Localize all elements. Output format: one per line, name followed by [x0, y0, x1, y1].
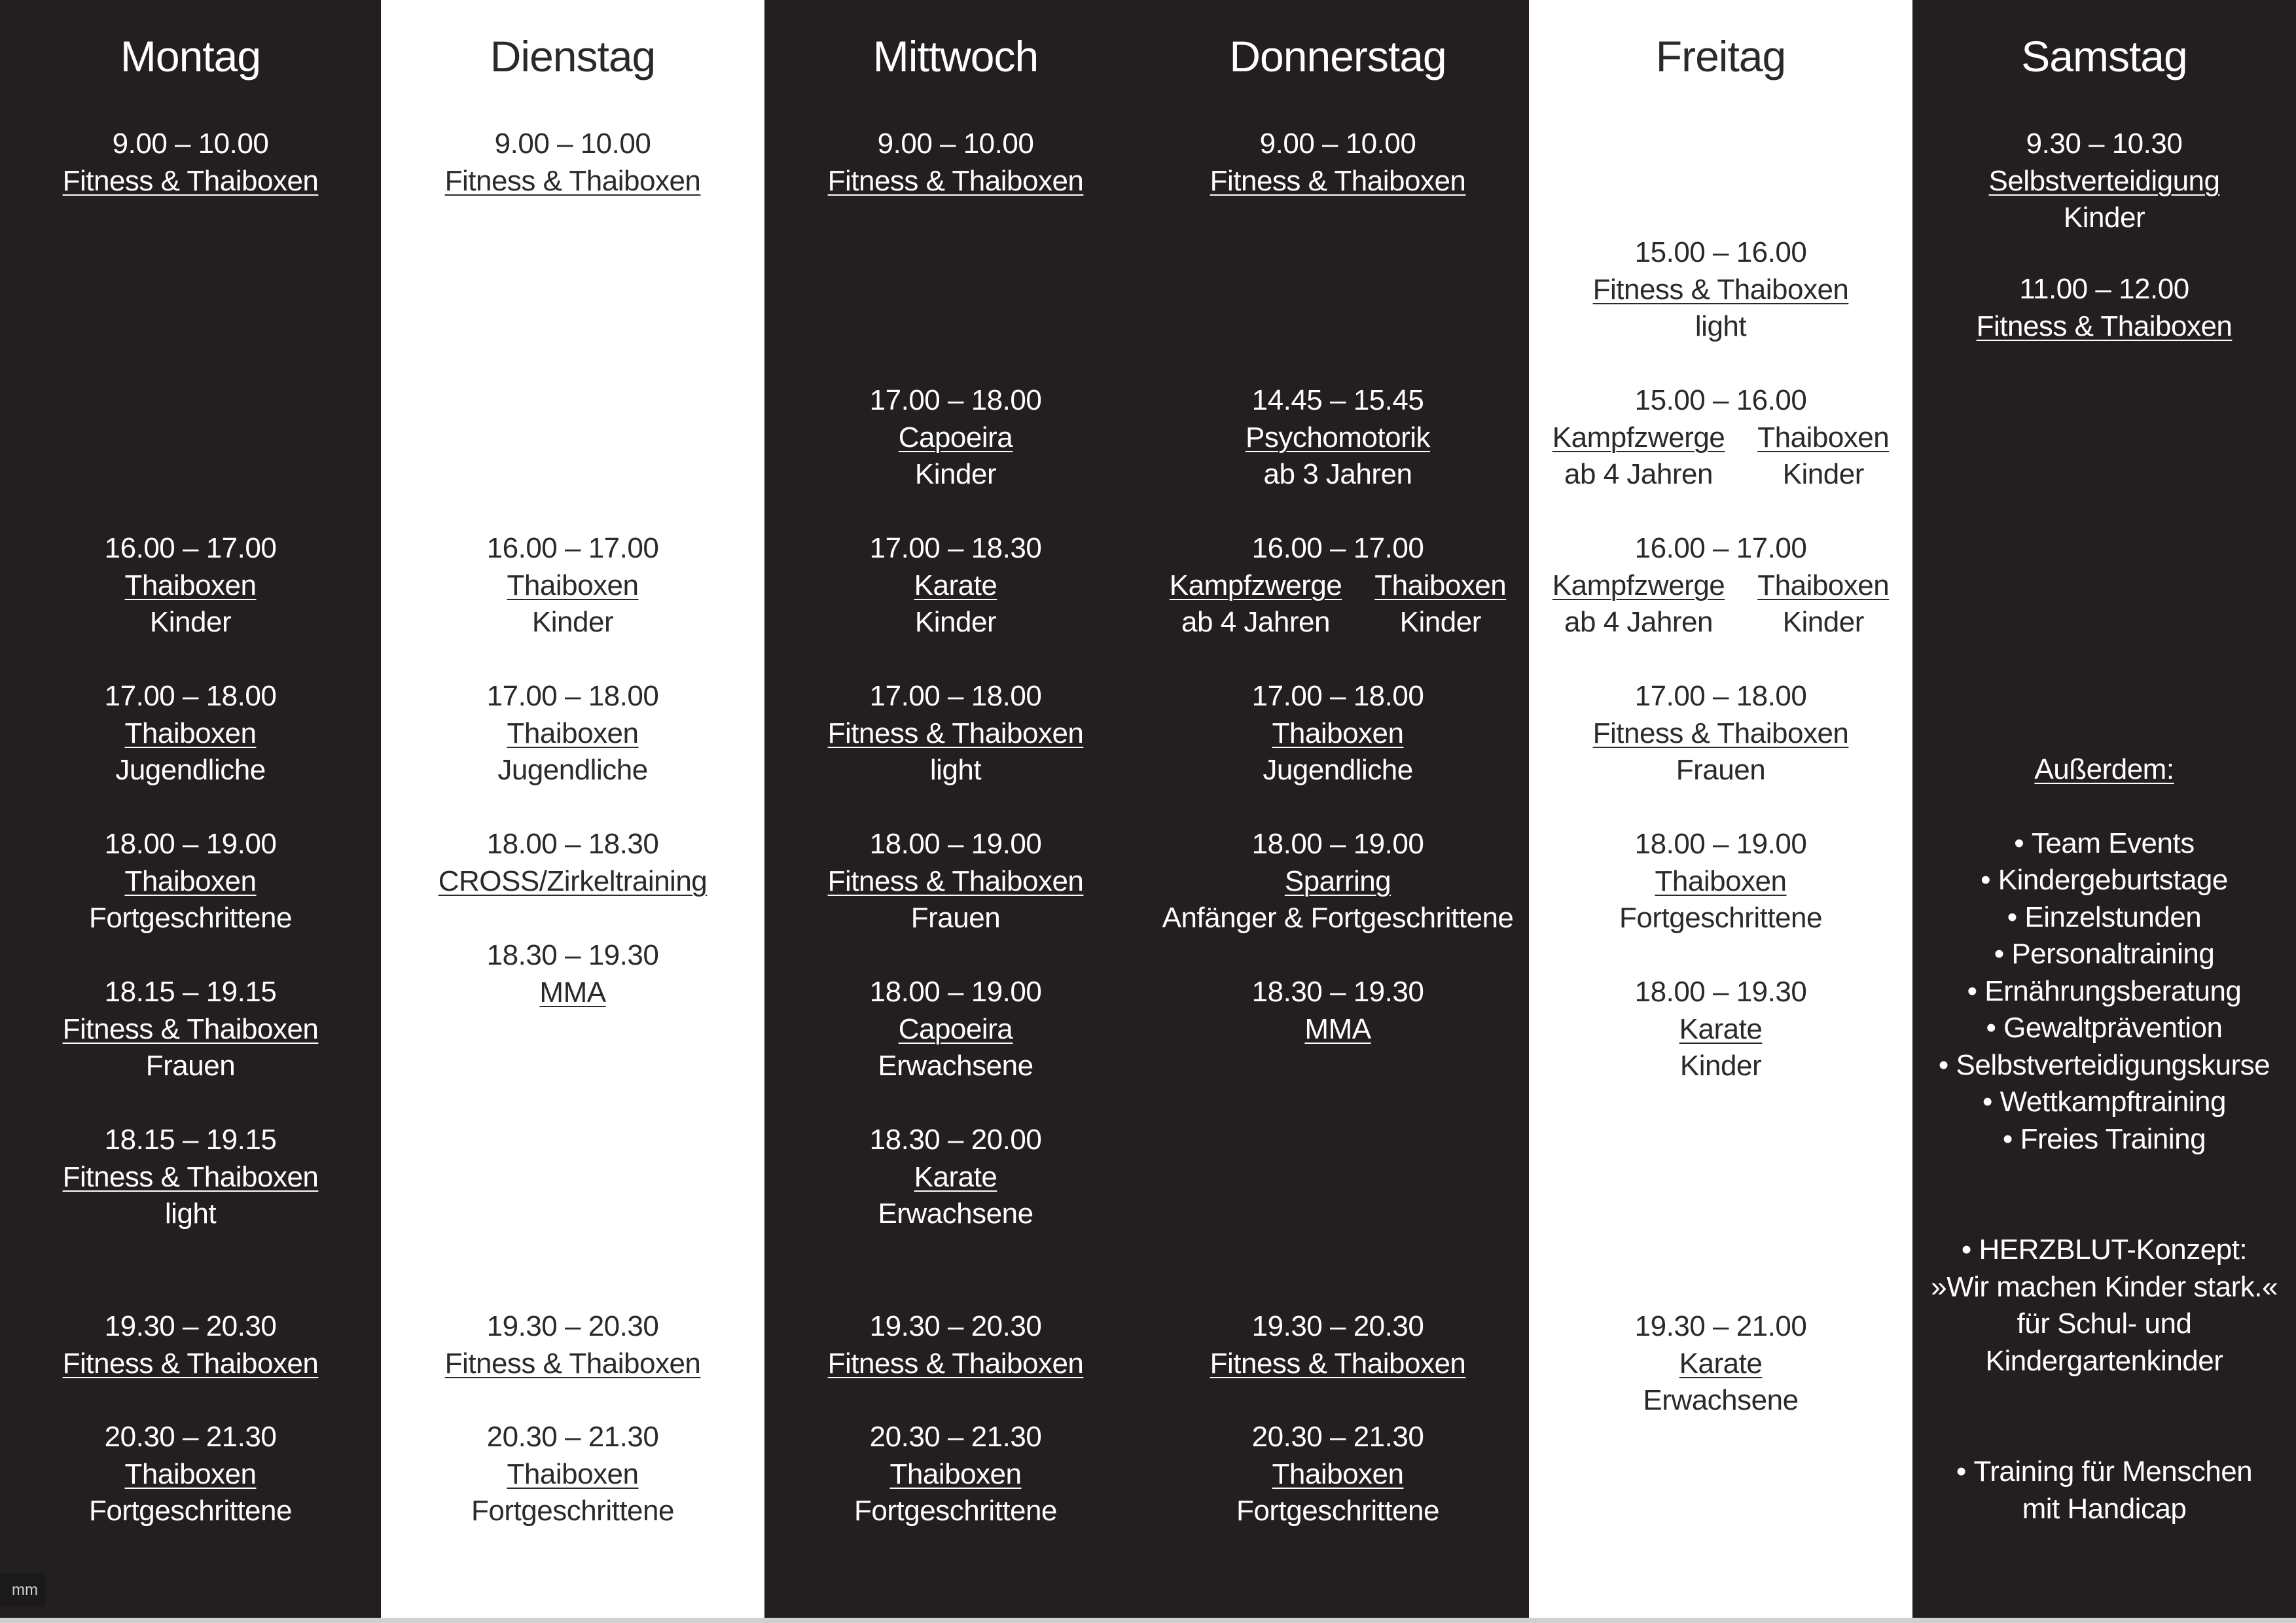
- class-time: 19.30 – 20.30: [104, 1310, 277, 1342]
- column-donnerstag: [1147, 0, 1529, 1623]
- handicap-line: mit Handicap: [2022, 1492, 2187, 1525]
- class-slot: [0, 1122, 381, 1233]
- class-target-group: Fortgeschrittene: [1619, 902, 1822, 934]
- class-time: 20.30 – 21.30: [486, 1421, 659, 1453]
- column-mittwoch: [764, 0, 1147, 1623]
- class-title-row: [764, 863, 1147, 901]
- class-slot: [1529, 826, 1912, 937]
- day-heading: Mittwoch: [872, 32, 1039, 80]
- class-target-group: Jugendliche: [497, 754, 648, 786]
- day-heading: Dienstag: [490, 32, 656, 80]
- class-link[interactable]: Capoeira: [898, 1012, 1013, 1045]
- class-slot: [1912, 126, 2296, 237]
- class-title-row: [381, 715, 764, 753]
- class-link[interactable]: Thaiboxen: [1272, 1457, 1404, 1490]
- class-time: 9.30 – 10.30: [2026, 128, 2183, 160]
- day-heading: Donnerstag: [1229, 32, 1446, 80]
- extras-item: • Ernährungsberatung: [1912, 973, 2296, 1010]
- class-link[interactable]: Thaiboxen: [1374, 569, 1507, 601]
- day-heading: Samstag: [2021, 32, 2187, 80]
- class-time: 16.00 – 17.00: [1634, 532, 1807, 564]
- class-link[interactable]: Thaiboxen: [1757, 421, 1890, 454]
- class-slot: [1529, 1308, 1912, 1419]
- class-pair-item: [1757, 567, 1889, 641]
- class-link[interactable]: CROSS/Zirkeltraining: [438, 865, 708, 897]
- class-time: 9.00 – 10.00: [112, 128, 269, 160]
- class-time: 18.00 – 18.30: [486, 828, 659, 860]
- class-target-group: ab 4 Jahren: [1181, 606, 1330, 638]
- class-slot: [1147, 1308, 1529, 1382]
- class-target-group: Frauen: [910, 902, 1001, 934]
- class-slot: [1529, 234, 1912, 346]
- class-slot: [0, 678, 381, 789]
- class-pair-item: [1374, 567, 1506, 641]
- class-target-group: Fortgeschrittene: [1236, 1495, 1439, 1527]
- class-target-group: Kinder: [914, 458, 997, 490]
- class-time: 17.00 – 18.30: [869, 532, 1042, 564]
- class-slot: [0, 826, 381, 937]
- handicap-training: [1912, 1454, 2296, 1527]
- class-title-row: [1147, 715, 1529, 753]
- class-target-group: Kinder: [914, 606, 997, 638]
- class-slot: [764, 678, 1147, 789]
- class-target-group: Fortgeschrittene: [854, 1495, 1057, 1527]
- class-target-group: Frauen: [1676, 754, 1766, 786]
- class-title-row: [0, 163, 381, 200]
- column-samstag: [1912, 0, 2296, 1623]
- concept-line: • HERZBLUT-Konzept:: [1912, 1232, 2296, 1269]
- class-title-row: [1529, 272, 1912, 309]
- class-time: 19.30 – 20.30: [486, 1310, 659, 1342]
- class-title-row: [0, 1346, 381, 1383]
- class-title-row: [0, 1456, 381, 1493]
- class-target-group: Erwachsene: [1643, 1384, 1799, 1416]
- class-link[interactable]: Fitness & Thaiboxen: [62, 1347, 319, 1380]
- class-target-group: ab 4 Jahren: [1564, 606, 1713, 638]
- class-link[interactable]: Fitness & Thaiboxen: [827, 717, 1084, 749]
- class-slot: [381, 1308, 764, 1382]
- column-dienstag: [381, 0, 764, 1623]
- herzblut-concept: [1912, 1232, 2296, 1380]
- corner-badge: mm: [0, 1573, 46, 1607]
- class-target-group: Anfänger & Fortgeschrittene: [1162, 902, 1514, 934]
- class-time: 9.00 – 10.00: [494, 128, 651, 160]
- class-title-row: [0, 1159, 381, 1196]
- concept-line: für Schul- und: [2017, 1308, 2192, 1340]
- extras-item: • Selbstverteidigungskurse: [1912, 1047, 2296, 1084]
- class-pair-item: [1170, 567, 1342, 641]
- class-target-group: Kinder: [1782, 458, 1864, 490]
- class-link[interactable]: Fitness & Thaiboxen: [827, 865, 1084, 897]
- class-slot: [381, 1419, 764, 1530]
- class-link[interactable]: Kampfzwerge: [1552, 421, 1725, 454]
- class-time: 17.00 – 18.00: [869, 384, 1042, 416]
- class-slot: [1529, 530, 1912, 641]
- class-time: 17.00 – 18.00: [104, 680, 277, 712]
- day-heading: Freitag: [1655, 32, 1786, 80]
- class-time: 14.45 – 15.45: [1251, 384, 1424, 416]
- class-title-row: [764, 1456, 1147, 1493]
- class-title-row: [1912, 163, 2296, 200]
- class-slot: [1147, 974, 1529, 1048]
- class-title-row: [381, 567, 764, 605]
- extras-section: [1912, 751, 2296, 1527]
- class-title-row: [1529, 715, 1912, 753]
- class-time: 19.30 – 21.00: [1634, 1310, 1807, 1342]
- class-link[interactable]: Selbstverteidigung: [1988, 164, 2220, 197]
- class-time: 18.15 – 19.15: [104, 976, 277, 1008]
- class-link[interactable]: Thaiboxen: [507, 717, 639, 749]
- class-target-group: Kinder: [2063, 202, 2145, 234]
- class-title-row: [1147, 1456, 1529, 1493]
- class-slot: [764, 1122, 1147, 1233]
- class-slot: [381, 937, 764, 1011]
- class-title-row: [1529, 1011, 1912, 1048]
- column-freitag: [1529, 0, 1912, 1623]
- class-link[interactable]: Fitness & Thaiboxen: [827, 1347, 1084, 1380]
- class-link[interactable]: Kampfzwerge: [1169, 569, 1342, 601]
- class-title-row: [1529, 863, 1912, 901]
- class-link[interactable]: Sparring: [1284, 865, 1391, 897]
- class-time: 15.00 – 16.00: [1634, 384, 1807, 416]
- class-title-row: [764, 1011, 1147, 1048]
- class-title-row: [0, 863, 381, 901]
- class-slot: [381, 678, 764, 789]
- class-slot: [381, 826, 764, 900]
- class-link[interactable]: Thaiboxen: [507, 569, 639, 601]
- class-slot: [1147, 678, 1529, 789]
- class-slot: [0, 126, 381, 200]
- class-target-group: ab 3 Jahren: [1263, 458, 1412, 490]
- class-link[interactable]: Fitness & Thaiboxen: [444, 1347, 701, 1380]
- class-target-group: Jugendliche: [115, 754, 266, 786]
- class-title-row: [381, 1456, 764, 1493]
- extras-item: • Wettkampftraining: [1912, 1084, 2296, 1121]
- class-link[interactable]: Fitness & Thaiboxen: [1592, 273, 1849, 306]
- class-slot: [764, 382, 1147, 493]
- class-slot: [1147, 126, 1529, 200]
- class-slot: [764, 826, 1147, 937]
- extras-item: • Einzelstunden: [1912, 899, 2296, 936]
- class-link[interactable]: Capoeira: [898, 421, 1013, 454]
- class-target-group: light: [929, 754, 982, 786]
- class-link[interactable]: Fitness & Thaiboxen: [1210, 164, 1466, 197]
- class-time: 18.15 – 19.15: [104, 1124, 277, 1156]
- class-time: 20.30 – 21.30: [1251, 1421, 1424, 1453]
- class-slot: [0, 1308, 381, 1382]
- class-time: 18.30 – 19.30: [486, 939, 659, 971]
- class-link[interactable]: Fitness & Thaiboxen: [62, 1012, 319, 1045]
- class-slot: [1529, 974, 1912, 1085]
- class-slot: [1147, 1419, 1529, 1530]
- class-link[interactable]: Thaiboxen: [1272, 717, 1404, 749]
- class-pair: [1147, 567, 1529, 641]
- class-time: 18.00 – 19.00: [1251, 828, 1424, 860]
- class-time: 15.00 – 16.00: [1634, 236, 1807, 268]
- class-time: 17.00 – 18.00: [1251, 680, 1424, 712]
- class-time: 16.00 – 17.00: [486, 532, 659, 564]
- class-link[interactable]: Thaiboxen: [124, 1457, 257, 1490]
- class-target-group: light: [1695, 310, 1747, 342]
- class-link[interactable]: Kampfzwerge: [1552, 569, 1725, 601]
- class-target-group: light: [164, 1198, 217, 1230]
- class-target-group: Kinder: [1399, 606, 1481, 638]
- extras-item: • Personaltraining: [1912, 936, 2296, 973]
- bottom-divider: [0, 1618, 2296, 1623]
- class-time: 20.30 – 21.30: [104, 1421, 277, 1453]
- class-title-row: [381, 163, 764, 200]
- class-time: 18.30 – 19.30: [1251, 976, 1424, 1008]
- class-target-group: Erwachsene: [878, 1198, 1033, 1230]
- class-title-row: [764, 1159, 1147, 1196]
- class-title-row: [1529, 1346, 1912, 1383]
- class-title-row: [1147, 163, 1529, 200]
- class-title-row: [1912, 308, 2296, 346]
- class-pair-item: [1552, 419, 1725, 493]
- class-target-group: Fortgeschrittene: [89, 1495, 292, 1527]
- class-link[interactable]: Fitness & Thaiboxen: [62, 164, 319, 197]
- extras-item: • Team Events: [1912, 825, 2296, 863]
- class-title-row: [0, 1011, 381, 1048]
- class-time: 18.00 – 19.00: [104, 828, 277, 860]
- class-target-group: Fortgeschrittene: [471, 1495, 674, 1527]
- class-time: 19.30 – 20.30: [869, 1310, 1042, 1342]
- handicap-line: • Training für Menschen: [1912, 1454, 2296, 1491]
- class-link[interactable]: Karate: [914, 1160, 997, 1193]
- class-time: 16.00 – 17.00: [104, 532, 277, 564]
- class-link[interactable]: MMA: [539, 976, 606, 1008]
- class-slot: [381, 530, 764, 641]
- class-title-row: [381, 974, 764, 1012]
- class-slot: [0, 1419, 381, 1530]
- class-time: 18.00 – 19.00: [1634, 828, 1807, 860]
- class-time: 9.00 – 10.00: [877, 128, 1034, 160]
- class-link[interactable]: Fitness & Thaiboxen: [62, 1160, 319, 1193]
- class-slot: [764, 974, 1147, 1085]
- class-title-row: [764, 419, 1147, 457]
- class-time: 18.00 – 19.30: [1634, 976, 1807, 1008]
- class-time: 9.00 – 10.00: [1259, 128, 1416, 160]
- class-title-row: [1147, 1346, 1529, 1383]
- class-target-group: Kinder: [1782, 606, 1864, 638]
- class-slot: [764, 1419, 1147, 1530]
- class-time: 17.00 – 18.00: [869, 680, 1042, 712]
- class-target-group: Kinder: [149, 606, 232, 638]
- extras-item: • Gewaltprävention: [1912, 1010, 2296, 1047]
- class-link[interactable]: Thaiboxen: [124, 569, 257, 601]
- class-time: 18.00 – 19.00: [869, 828, 1042, 860]
- class-time: 18.30 – 20.00: [869, 1124, 1042, 1156]
- class-pair-item: [1552, 567, 1725, 641]
- class-title-row: [0, 715, 381, 753]
- class-title-row: [764, 715, 1147, 753]
- class-title-row: [764, 567, 1147, 605]
- class-link[interactable]: Psychomotorik: [1245, 421, 1431, 454]
- class-title-row: [764, 1346, 1147, 1383]
- class-link[interactable]: Thaiboxen: [507, 1457, 639, 1490]
- class-time: 17.00 – 18.00: [486, 680, 659, 712]
- concept-line: »Wir machen Kinder stark.«: [1931, 1270, 2278, 1303]
- class-time: 18.00 – 19.00: [869, 976, 1042, 1008]
- class-time: 19.30 – 20.30: [1251, 1310, 1424, 1342]
- class-target-group: Frauen: [145, 1050, 236, 1082]
- class-slot: [1147, 530, 1529, 641]
- class-link[interactable]: Karate: [914, 569, 997, 601]
- class-slot: [764, 126, 1147, 200]
- class-title-row: [764, 163, 1147, 200]
- class-target-group: Kinder: [1679, 1050, 1762, 1082]
- class-title-row: [1147, 419, 1529, 457]
- class-slot: [1912, 271, 2296, 345]
- class-pair: [1529, 419, 1912, 493]
- class-link[interactable]: Fitness & Thaiboxen: [1210, 1347, 1466, 1380]
- column-montag: [0, 0, 381, 1623]
- class-time: 16.00 – 17.00: [1251, 532, 1424, 564]
- class-link[interactable]: Karate: [1679, 1347, 1763, 1380]
- extras-list: [1912, 825, 2296, 1158]
- class-target-group: Fortgeschrittene: [89, 902, 292, 934]
- class-slot: [381, 126, 764, 200]
- class-link[interactable]: Karate: [1679, 1012, 1763, 1045]
- class-pair: [1529, 567, 1912, 641]
- class-pair-item: [1757, 419, 1889, 493]
- class-slot: [1529, 382, 1912, 493]
- class-title-row: [381, 863, 764, 901]
- class-link[interactable]: Thaiboxen: [124, 717, 257, 749]
- day-heading: Montag: [120, 32, 261, 80]
- class-slot: [764, 1308, 1147, 1382]
- extras-item: • Kindergeburtstage: [1912, 862, 2296, 899]
- class-link[interactable]: Fitness & Thaiboxen: [444, 164, 701, 197]
- concept-line: Kindergartenkinder: [1985, 1344, 2223, 1377]
- class-time: 17.00 – 18.00: [1634, 680, 1807, 712]
- class-title-row: [1147, 863, 1529, 901]
- class-link[interactable]: Fitness & Thaiboxen: [1976, 310, 2233, 342]
- class-time: 20.30 – 21.30: [869, 1421, 1042, 1453]
- class-slot: [764, 530, 1147, 641]
- class-link[interactable]: Thaiboxen: [124, 865, 257, 897]
- class-slot: [0, 974, 381, 1085]
- class-slot: [0, 530, 381, 641]
- class-target-group: Kinder: [531, 606, 614, 638]
- class-link[interactable]: Fitness & Thaiboxen: [1592, 717, 1849, 749]
- class-link[interactable]: Thaiboxen: [889, 1457, 1022, 1490]
- class-link[interactable]: Fitness & Thaiboxen: [827, 164, 1084, 197]
- class-title-row: [381, 1346, 764, 1383]
- class-target-group: Erwachsene: [878, 1050, 1033, 1082]
- class-slot: [1147, 382, 1529, 493]
- class-link[interactable]: Thaiboxen: [1655, 865, 1787, 897]
- class-title-row: [0, 567, 381, 605]
- class-link[interactable]: MMA: [1304, 1012, 1371, 1045]
- extras-heading: Außerdem:: [2034, 753, 2174, 785]
- class-time: 11.00 – 12.00: [2019, 273, 2189, 305]
- class-slot: [1147, 826, 1529, 937]
- class-target-group: Jugendliche: [1263, 754, 1413, 786]
- class-title-row: [1147, 1011, 1529, 1048]
- class-target-group: ab 4 Jahren: [1564, 458, 1713, 490]
- class-slot: [1529, 678, 1912, 789]
- extras-item: • Freies Training: [1912, 1121, 2296, 1158]
- class-link[interactable]: Thaiboxen: [1757, 569, 1890, 601]
